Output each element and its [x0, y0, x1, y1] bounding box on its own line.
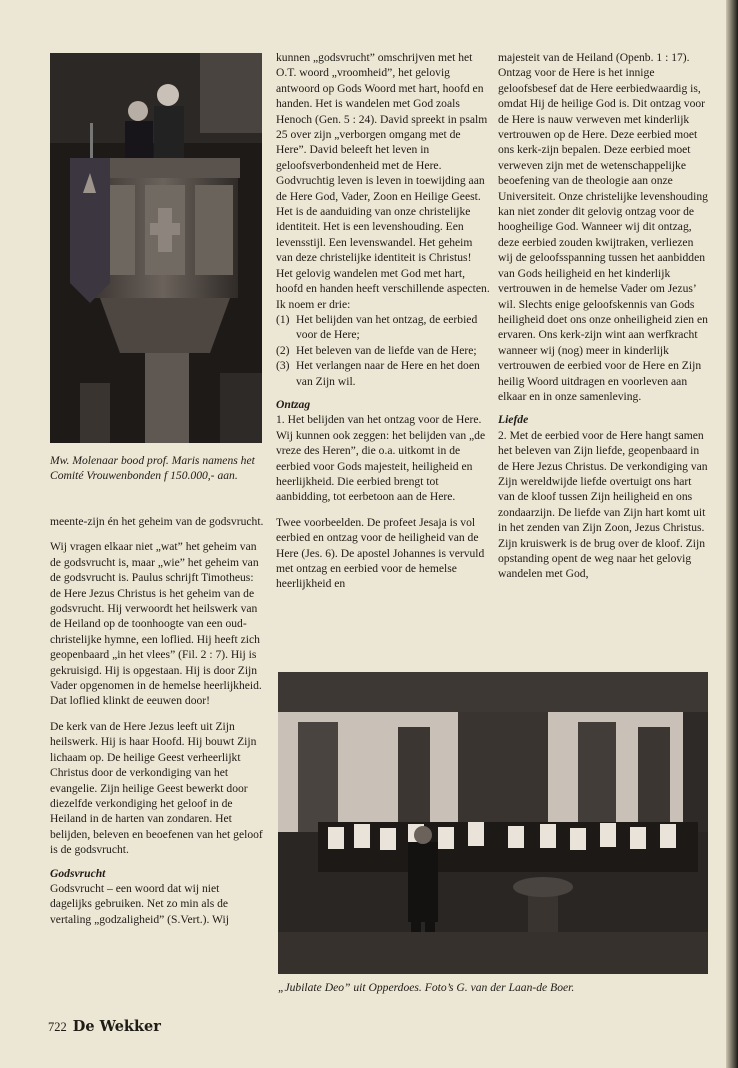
column-2: [276, 50, 490, 592]
pulpit-photo-caption: Mw. Molenaar bood prof. Maris namens het Comité Vrouwenbonden f 150.000,- aan.: [50, 454, 255, 483]
choir-photo: [278, 672, 708, 974]
list-item: (1) Het belijden van het ontzag, de eerbied voor de Here;: [276, 312, 478, 342]
paragraph: meente-zijn én het geheim van de godsvrucht.: [50, 515, 264, 528]
magazine-name: De Wekker: [72, 1018, 161, 1035]
paragraph: 2. Met de eerbied voor de Here hangt samen het beleven van Zijn liefde, geopenbaard in de Here Jezus Christus. De verkondiging van Zijn wereldwijde liefde overtuigt ons hart van de kloof tussen Zijn heiligheid en ons zondaarzijn. De liefde van Zijn hart komt uit in het zenden van Zijn Zoon, Jezus Christus. Zijn kruiswerk is de brug over de kloof. Zijn opstanding opent de weg naar het gelovig wandelen met God,: [498, 428, 708, 581]
paragraph: majesteit van de Heiland (Openb. 1 : 17).: [498, 51, 690, 64]
section-heading-godsvrucht: Godsvrucht: [50, 866, 106, 880]
list-item: (2) Het beleven van de liefde van de Here;: [276, 343, 477, 357]
choir-photo-caption: „Jubilate Deo” uit Opperdoes. Foto’s G. van der Laan-de Boer.: [278, 981, 575, 994]
paragraph: Het gelovig wandelen met God met hart, hoofd en handen heeft verschillende aspecten. Ik noem er drie:: [276, 266, 490, 311]
section-heading-liefde: Liefde: [498, 413, 529, 427]
paragraph: Wij vragen elkaar niet „wat” het geheim van de godsvrucht is, maar „wie” het geheim van de godsvrucht is. Paulus schrijft Timotheus: de Here Jezus Christus is het geheim van de godsvrucht. Hij verwoordt het heilswerk van de Heiland op de toonhoogte van een oud-christelijke hymne, een loflied. Hij heeft zich geopenbaard „in het vlees” (Fil. 2 : 7). Hij is gekruisigd. Hij is opgestaan. Hij is door Zijn Vader opgenomen in de hemelse heerlijkheid. Dat loflied klinkt de eeuwen door!: [50, 540, 262, 708]
choir-photo-icon: [278, 672, 708, 974]
pulpit-photo-icon: [50, 53, 262, 443]
paragraph: Ontzag voor de Here is het innige geloofsbesef dat de Here eerbiedwaardig is, omdat Hij de heilige God is. Dit ontzag voor de Here is nauw verweven met kinderlijk vertrouwen op de Here. Deze eerbied moet ons kerk-zijn bepalen. Deze eerbied moet verweven zijn met de wetenschappelijke beoefening van de theologie aan onze Universiteit. Onze christelijke levenshouding kan niet zonder dit gelovig ontzag voor de hoogheilige God. Wanneer wij dit ontzag, deze eerbied zouden kwijtraken, verliezen wij de geloofsspanning tussen het aanbidden van Gods heiligheid en het kinderlijk vertrouwen in de hemelse Vader om Jezus’ wil. Slechts enige geloofskennis van Gods heiligheid doet ons onze onheiligheid zien en ervaren. Ons kerk-zijn wint aan werfkracht wanneer wij (nog) meer in kinderlijk vertrouwen de eerbied voor de Here en Zijn heilig Woord uitdragen en voorleven aan elkaar en in onze samenleving.: [498, 66, 708, 403]
aspects-list: [276, 312, 490, 389]
paragraph: De kerk van de Here Jezus leeft uit Zijn heilswerk. Hij is haar Hoofd. Hij bouwt Zijn lichaam op. De heilige Geest verheerlijkt Christus door de verkondiging van het evangelie. Zijn heilige Geest bewerkt door diezelfde verkondiging het geloof in de Heiland in de harten van zondaren. Het belijden, beleven en beoefenen van het geloof is de godsvrucht.: [50, 719, 263, 857]
pulpit-photo: [50, 53, 262, 443]
section-heading-ontzag: Ontzag: [276, 397, 311, 411]
paragraph: kunnen „godsvrucht” omschrijven met het O.T. woord „vroomheid”, het gelovig antwoord op Gods Woord met hart, hoofd en handen. Het is wandelen met God zoals Henoch (Gen. 5 : 24). David spreekt in psalm 25 over zijn „verborgen omgang met de Here”. David beleeft het leven in geloofsverbondenheid met de Here.: [276, 51, 488, 172]
paragraph: 1. Het belijden van het ontzag voor de Here. Wij kunnen ook zeggen: het belijden van „de vreze des Heren”, die o.a. uitkomt in de eerbied voor Gods majesteit, heiligheid en heerlijkheid. Die eerbied brengt tot aanbidding, tot eerbetoon aan de Here.: [276, 413, 486, 504]
paragraph: Godvruchtig leven is leven in toewijding aan de Here God, Vader, Zoon en Heilige Geest. Het is de aanduiding van onze christelijke identiteit. Het is een levenshouding. Een levensstijl. Een levenswandel. Het geheim van deze christelijke identiteit is Christus!: [276, 174, 485, 265]
paragraph: Godsvrucht – een woord dat wij niet dagelijks gebruiken. Net zo min als de vertaling „godzaligheid” (S.Vert.). Wij: [50, 881, 229, 926]
page-footer: [48, 1018, 161, 1035]
paragraph: Twee voorbeelden. De profeet Jesaja is vol eerbied en ontzag voor de heiligheid van de Here (Jes. 6). De apostel Johannes is vervuld met ontzag en eerbied voor de hemelse heerlijkheid en: [276, 515, 485, 591]
scan-edge-shadow: [726, 0, 738, 1068]
page-number: 722: [48, 1020, 67, 1034]
list-item: (3) Het verlangen naar de Here en het doen van Zijn wil.: [276, 359, 480, 388]
column-3: [498, 50, 710, 582]
column-1: [50, 514, 264, 927]
